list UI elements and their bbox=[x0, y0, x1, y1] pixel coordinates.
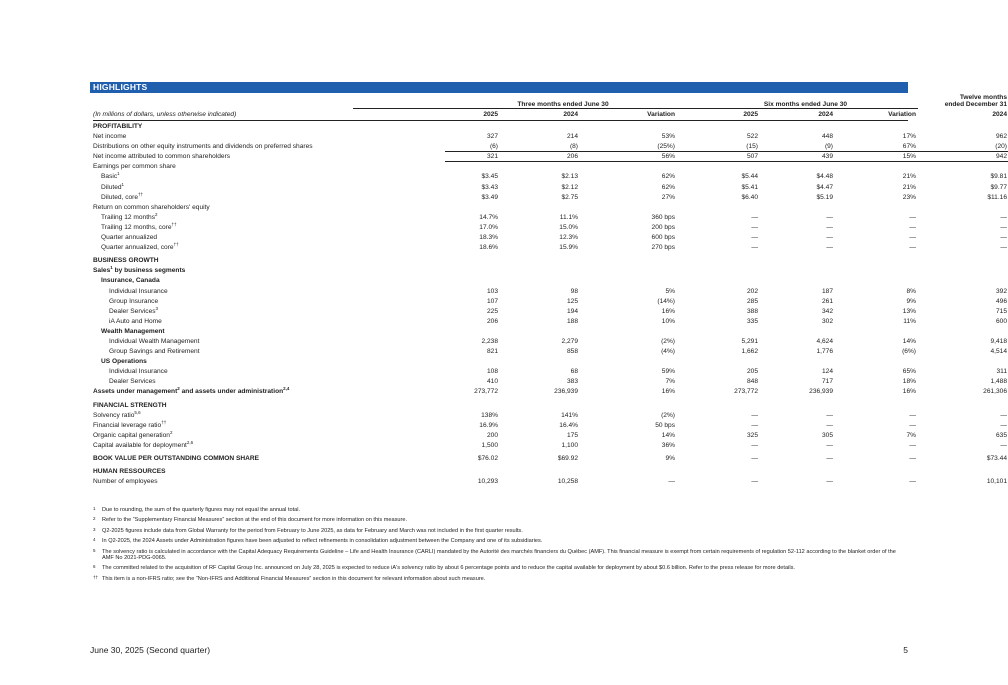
row-label: Capital available for deployment$^{2,6}$ bbox=[93, 439, 194, 449]
row-label: Trailing 12 months, core†† bbox=[101, 221, 177, 231]
table-cell: 16.9% bbox=[479, 421, 498, 429]
row-label: Diluted$^1$ bbox=[101, 181, 125, 191]
table-cell: 15.9% bbox=[559, 244, 578, 252]
table-cell: 942 bbox=[995, 153, 1007, 161]
table-cell: 67% bbox=[902, 143, 916, 151]
table-cell: 188 bbox=[566, 317, 578, 325]
table-cell: 236,939 bbox=[809, 388, 833, 396]
section-heading bbox=[93, 122, 908, 132]
table-cell: — bbox=[909, 478, 916, 486]
col-header: 2025 bbox=[743, 111, 758, 118]
table-cell: 23% bbox=[902, 193, 916, 201]
table-cell: $4.47 bbox=[816, 183, 833, 191]
table-cell: — bbox=[826, 478, 833, 486]
table-cell: 10,293 bbox=[477, 478, 498, 486]
row-label: Earnings per common share bbox=[93, 163, 176, 171]
table-cell: 9,418 bbox=[990, 337, 1007, 345]
table-cell: 285 bbox=[746, 297, 758, 305]
table-cell: 600 bbox=[995, 317, 1007, 325]
table-cell: 1,662 bbox=[741, 348, 758, 356]
table-cell: — bbox=[909, 411, 916, 419]
table-row bbox=[93, 171, 1007, 182]
table-cell: 53% bbox=[661, 133, 675, 141]
row-label: Insurance, Canada bbox=[101, 277, 160, 285]
table-cell: 448 bbox=[821, 133, 833, 141]
table-cell: 410 bbox=[486, 378, 498, 386]
table-cell: 342 bbox=[821, 307, 833, 315]
table-row bbox=[93, 233, 1007, 243]
table-row bbox=[93, 377, 1007, 387]
table-cell: 302 bbox=[821, 317, 833, 325]
table-cell: — bbox=[751, 478, 758, 486]
twelve-months-header-1: Twelve months bbox=[959, 94, 1007, 101]
col-header: Variation bbox=[647, 111, 675, 118]
footnote-marker: 5 bbox=[93, 547, 96, 553]
table-cell: (15) bbox=[746, 143, 758, 151]
table-cell: 56% bbox=[661, 153, 675, 161]
table-cell: $5.41 bbox=[741, 183, 758, 191]
table-cell: 360 bps bbox=[651, 213, 675, 221]
table-cell: — bbox=[1000, 223, 1007, 231]
table-cell: — bbox=[826, 234, 833, 242]
table-cell: (20) bbox=[995, 143, 1007, 151]
table-cell: $2.75 bbox=[561, 193, 578, 201]
table-row bbox=[93, 287, 1007, 297]
row-label: Sales$^1$ by business segments bbox=[93, 265, 186, 275]
table-cell: (25%) bbox=[657, 143, 675, 151]
table-cell: 2,238 bbox=[481, 337, 498, 345]
table-cell: — bbox=[826, 421, 833, 429]
table-cell: 821 bbox=[486, 348, 498, 356]
table-cell: 108 bbox=[486, 368, 498, 376]
table-cell: 7% bbox=[906, 431, 916, 439]
table-cell: 10,101 bbox=[986, 478, 1007, 486]
table-row bbox=[93, 181, 1007, 193]
table-cell: 5% bbox=[665, 287, 675, 295]
col-header: 2025 bbox=[483, 111, 498, 118]
table-cell: $9.77 bbox=[990, 183, 1007, 191]
table-cell: 10,258 bbox=[557, 478, 578, 486]
table-cell: $2.12 bbox=[561, 183, 578, 191]
table-cell: 717 bbox=[821, 378, 833, 386]
table-cell: $3.45 bbox=[481, 173, 498, 181]
table-cell: 1,776 bbox=[816, 348, 833, 356]
table-cell: 206 bbox=[486, 317, 498, 325]
footnote bbox=[93, 565, 903, 571]
table-cell: 439 bbox=[821, 153, 833, 161]
table-cell: 200 bps bbox=[651, 223, 675, 231]
table-cell: 62% bbox=[661, 173, 675, 181]
table-cell: (8) bbox=[569, 143, 578, 151]
col-header: 2024 bbox=[992, 111, 1007, 118]
table-cell: $6.40 bbox=[741, 193, 758, 201]
table-cell: 225 bbox=[486, 307, 498, 315]
units-note: (In millions of dollars, unless otherwise indicated) bbox=[93, 111, 237, 118]
table-cell: 4,624 bbox=[816, 337, 833, 345]
footnote bbox=[93, 576, 903, 582]
table-cell: 14.7% bbox=[479, 213, 498, 221]
table-cell: 187 bbox=[821, 287, 833, 295]
table-cell: 62% bbox=[661, 183, 675, 191]
table-cell: — bbox=[1000, 421, 1007, 429]
table-cell: — bbox=[1000, 244, 1007, 252]
footnote-marker: 2 bbox=[93, 516, 96, 522]
table-cell: — bbox=[1000, 213, 1007, 221]
table-cell: 261 bbox=[821, 297, 833, 305]
table-cell: — bbox=[751, 223, 758, 231]
footnote bbox=[93, 528, 903, 534]
table-cell: 16% bbox=[661, 388, 675, 396]
footnote bbox=[93, 507, 903, 513]
table-cell: — bbox=[909, 244, 916, 252]
row-label: HUMAN RESSOURCES bbox=[93, 468, 166, 476]
footnote-text: The solvency ratio is calculated in accordance with the Capital Adequacy Requirements Guideline – Life and Health Insurance (CARLI) mandated by the Autorité des marchés financiers du Québec (AMF). This financial measure is exempt from certain requirements of regulation 52-112 according to the blanket order of the AMF No 2021-PDG-0065. bbox=[102, 548, 896, 562]
footnote-text: Due to rounding, the sum of the quarterly figures may not equal the annual total. bbox=[102, 507, 301, 513]
row-label: FINANCIAL STRENGTH bbox=[93, 401, 167, 409]
table-cell: 14% bbox=[902, 337, 916, 345]
table-cell: 715 bbox=[995, 307, 1007, 315]
row-label: Solvency ratio$^{5,6}$ bbox=[93, 409, 141, 419]
col-header: 2024 bbox=[563, 111, 578, 118]
table-cell: 236,939 bbox=[554, 388, 578, 396]
table-cell: — bbox=[751, 441, 758, 449]
twelve-months-header-2: ended December 31 bbox=[944, 101, 1007, 108]
table-cell: — bbox=[1000, 441, 1007, 449]
row-label: Diluted, core†† bbox=[101, 191, 144, 201]
table-row bbox=[93, 367, 1007, 377]
table-cell: — bbox=[751, 455, 758, 462]
footnote-text: This item is a non-IFRS ratio; see the “Non-IFRS and Additional Financial Measures” section in this document for relevant information about such measure. bbox=[102, 575, 486, 582]
table-cell: $2.13 bbox=[561, 173, 578, 181]
table-cell: 11% bbox=[903, 317, 916, 325]
table-cell: 321 bbox=[486, 153, 498, 161]
table-cell: 392 bbox=[995, 287, 1007, 295]
table-cell: 600 bps bbox=[651, 234, 675, 242]
row-label: Number of employees bbox=[93, 478, 158, 486]
table-row bbox=[93, 211, 1007, 223]
table-cell: 141% bbox=[561, 411, 578, 419]
table-cell: 522 bbox=[746, 133, 758, 141]
row-label: US Operations bbox=[101, 358, 147, 366]
table-row bbox=[93, 439, 1007, 451]
table-cell: 14% bbox=[661, 431, 675, 439]
table-cell: 68 bbox=[570, 368, 578, 376]
row-label: Assets under management$^2$ and assets under administration$^{2,4}$ bbox=[93, 386, 290, 396]
table-cell: $11.16 bbox=[987, 193, 1007, 201]
table-cell: 496 bbox=[995, 297, 1007, 305]
table-cell: 10% bbox=[661, 317, 675, 325]
table-row bbox=[93, 241, 1007, 253]
row-label: Distributions on other equity instruments and dividends on preferred shares bbox=[93, 143, 313, 151]
six-months-rule bbox=[593, 108, 918, 109]
three-months-header: Three months ended June 30 bbox=[517, 101, 609, 108]
table-cell: 65% bbox=[902, 368, 916, 376]
table-cell: 335 bbox=[746, 317, 758, 325]
table-cell: 103 bbox=[486, 287, 498, 295]
row-label: Individual Insurance bbox=[109, 287, 168, 295]
footnote-text: In Q2-2025, the 2024 Assets under Administration figures have been adjusted to reflect refinements in consolidation adjustment between the Company and one of its subsidiaries. bbox=[102, 538, 543, 545]
table-cell: 21% bbox=[902, 183, 916, 191]
table-cell: — bbox=[751, 421, 758, 429]
table-body bbox=[93, 122, 1007, 487]
table-row bbox=[93, 142, 1007, 152]
row-label: Dealer Services$^3$ bbox=[109, 305, 159, 315]
footnote-marker: 1 bbox=[93, 506, 96, 511]
table-row bbox=[93, 419, 1007, 431]
section-heading bbox=[93, 401, 908, 411]
table-cell: — bbox=[909, 213, 916, 221]
row-label: iA Auto and Home bbox=[109, 317, 162, 325]
table-cell: 124 bbox=[821, 368, 833, 376]
table-cell: 261,306 bbox=[983, 388, 1007, 396]
table-cell: 13% bbox=[902, 307, 916, 315]
table-cell: 327 bbox=[486, 133, 498, 141]
table-cell: — bbox=[1000, 234, 1007, 242]
table-cell: 21% bbox=[902, 173, 916, 181]
row-label: Organic capital generation$^2$ bbox=[93, 429, 173, 439]
table-header bbox=[93, 94, 1007, 122]
table-cell: 16% bbox=[902, 388, 916, 396]
table-cell: 311 bbox=[996, 368, 1007, 376]
table-row bbox=[93, 409, 1007, 421]
table-cell: 1,488 bbox=[990, 378, 1007, 386]
footnote-text: The committed related to the acquisition of RF Capital Group Inc. announced on July 28, 2025 is expected to reduce iA's solvency ratio by about 6 percentage points and to reduce the capital available for deployment by about $0.6 billion. Refer to the press release for more details. bbox=[102, 565, 795, 572]
table-row bbox=[93, 132, 1007, 142]
table-cell: 17.0% bbox=[479, 223, 498, 231]
table-cell: 214 bbox=[566, 133, 578, 141]
table-cell: 2,279 bbox=[561, 337, 578, 345]
table-cell: 194 bbox=[566, 307, 578, 315]
table-cell: 507 bbox=[746, 153, 758, 161]
table-cell: — bbox=[909, 441, 916, 449]
table-cell: — bbox=[1000, 411, 1007, 419]
footnote-text: Q2-2025 figures include data from Global Warranty for the period from February to June 2025, as data for February and March was not included in the first quarter results. bbox=[102, 527, 523, 534]
table-cell: — bbox=[909, 421, 916, 429]
footnote-marker: 3 bbox=[93, 526, 96, 532]
col-header: 2024 bbox=[818, 111, 833, 118]
table-cell: 1,100 bbox=[561, 441, 578, 449]
table-cell: 858 bbox=[566, 348, 578, 356]
table-cell: 125 bbox=[566, 297, 578, 305]
table-cell: 27% bbox=[661, 193, 675, 201]
table-cell: 205 bbox=[746, 368, 758, 376]
table-cell: 17% bbox=[902, 133, 916, 141]
footnote bbox=[93, 549, 903, 562]
table-cell: 175 bbox=[566, 431, 578, 439]
row-label: Group Insurance bbox=[109, 297, 159, 305]
footnote-marker: †† bbox=[93, 574, 99, 580]
row-label: Return on common shareholders' equity bbox=[93, 203, 210, 211]
table-row bbox=[93, 152, 1007, 162]
table-cell: 8% bbox=[906, 287, 916, 295]
table-cell: 4,514 bbox=[990, 348, 1007, 356]
table-cell: 15% bbox=[902, 153, 916, 161]
table-cell: $5.19 bbox=[816, 193, 833, 201]
table-row bbox=[93, 297, 1007, 307]
table-cell: 16% bbox=[661, 307, 675, 315]
section-heading bbox=[93, 266, 908, 276]
table-cell: 635 bbox=[995, 431, 1007, 439]
table-cell: 18.6% bbox=[479, 244, 498, 252]
table-cell: 388 bbox=[746, 307, 758, 315]
section-heading bbox=[93, 327, 908, 337]
table-cell: $9.81 bbox=[990, 173, 1007, 181]
row-label: Trailing 12 months$^2$ bbox=[101, 211, 158, 221]
table-cell: 9% bbox=[665, 455, 675, 462]
table-cell: 848 bbox=[746, 378, 758, 386]
row-label: Net income attributed to common shareholders bbox=[93, 153, 231, 161]
table-cell: 202 bbox=[746, 287, 758, 295]
table-cell: (4%) bbox=[661, 348, 675, 356]
table-row bbox=[93, 347, 1007, 357]
table-cell: — bbox=[826, 213, 833, 221]
table-cell: $3.43 bbox=[481, 183, 498, 191]
table-cell: — bbox=[826, 411, 833, 419]
row-label: Financial leverage ratio†† bbox=[93, 419, 167, 429]
table-cell: 98 bbox=[570, 287, 578, 295]
table-cell: 1,500 bbox=[481, 441, 498, 449]
row-label: PROFITABILITY bbox=[93, 123, 143, 130]
table-cell: 15.0% bbox=[559, 223, 578, 231]
row-label: BUSINESS GROWTH bbox=[93, 257, 159, 265]
table-cell: — bbox=[751, 213, 758, 221]
section-heading bbox=[93, 467, 908, 477]
table-cell: — bbox=[826, 244, 833, 252]
table-cell: 305 bbox=[821, 431, 833, 439]
table-cell: 273,772 bbox=[734, 388, 758, 396]
table-cell: 383 bbox=[566, 378, 578, 386]
table-cell: 18% bbox=[902, 378, 916, 386]
table-cell: — bbox=[826, 455, 833, 462]
table-row bbox=[93, 317, 1007, 327]
table-cell: — bbox=[909, 234, 916, 242]
table-cell: 273,772 bbox=[474, 388, 498, 396]
table-row bbox=[93, 477, 1007, 487]
table-cell: (6) bbox=[489, 143, 498, 151]
row-label: Net income bbox=[93, 133, 127, 141]
table-cell: $69.92 bbox=[557, 455, 578, 462]
header-rule bbox=[93, 120, 908, 121]
highlights-banner: HIGHLIGHTS bbox=[90, 82, 908, 93]
table-row bbox=[93, 221, 1007, 233]
row-label: BOOK VALUE PER OUTSTANDING COMMON SHARE bbox=[93, 455, 260, 462]
section-heading bbox=[93, 256, 908, 266]
table-row bbox=[93, 337, 1007, 347]
table-cell: 16.4% bbox=[559, 421, 578, 429]
row-label: Quarter annualized bbox=[101, 234, 158, 242]
table-cell: 206 bbox=[566, 153, 578, 161]
row-label: Group Savings and Retirement bbox=[109, 348, 200, 356]
row-label: Individual Insurance bbox=[109, 368, 168, 376]
table-cell: $5.44 bbox=[741, 173, 758, 181]
table-cell: (14%) bbox=[657, 297, 675, 305]
row-label: Dealer Services bbox=[109, 378, 156, 386]
footnote bbox=[93, 517, 903, 523]
table-cell: 18.3% bbox=[479, 234, 498, 242]
table-cell: 36% bbox=[661, 441, 675, 449]
table-cell: 138% bbox=[481, 411, 498, 419]
row-label: Individual Wealth Management bbox=[109, 337, 200, 345]
footnote-marker: 4 bbox=[93, 537, 96, 543]
table-cell: — bbox=[909, 223, 916, 231]
table-cell: 7% bbox=[665, 378, 675, 386]
table-cell: 50 bps bbox=[655, 421, 675, 429]
table-cell: 107 bbox=[486, 297, 498, 305]
row-label: Basic$^1$ bbox=[101, 171, 120, 181]
table-cell: 962 bbox=[995, 133, 1007, 141]
page-number: 5 bbox=[903, 645, 908, 655]
row-label: Wealth Management bbox=[101, 327, 165, 335]
table-row bbox=[93, 191, 1007, 203]
footnote-text: Refer to the “Supplementary Financial Measures” section at the end of this document for more information on this measure. bbox=[102, 517, 408, 524]
row-label: Quarter annualized, core†† bbox=[101, 241, 179, 252]
highlights-table bbox=[93, 94, 1007, 487]
page-footer-date: June 30, 2025 (Second quarter) bbox=[90, 645, 211, 655]
table-cell: (6%) bbox=[902, 348, 916, 356]
table-cell: 9% bbox=[906, 297, 916, 305]
table-cell: 12.3% bbox=[559, 234, 578, 242]
section-heading bbox=[93, 357, 908, 367]
footnotes bbox=[93, 507, 903, 586]
table-cell: (9) bbox=[824, 143, 833, 151]
col-header: Variation bbox=[888, 111, 916, 118]
table-cell: — bbox=[668, 478, 675, 486]
section-heading bbox=[93, 276, 908, 286]
table-cell: — bbox=[826, 441, 833, 449]
table-cell: 270 bps bbox=[651, 244, 675, 252]
table-row bbox=[93, 305, 1007, 317]
table-cell: 5,291 bbox=[741, 337, 758, 345]
table-cell: $76.02 bbox=[477, 455, 498, 462]
table-row bbox=[93, 454, 1007, 464]
table-row bbox=[93, 203, 908, 213]
table-cell: 200 bbox=[486, 431, 498, 439]
table-row bbox=[93, 162, 908, 172]
table-cell: (2%) bbox=[661, 411, 675, 419]
table-cell: 59% bbox=[661, 368, 675, 376]
table-cell: (2%) bbox=[661, 337, 675, 345]
table-cell: $3.49 bbox=[481, 193, 498, 201]
table-cell: — bbox=[751, 244, 758, 252]
table-row bbox=[93, 386, 1007, 397]
six-months-header: Six months ended June 30 bbox=[763, 101, 848, 108]
table-cell: $73.44 bbox=[986, 455, 1007, 462]
table-cell: — bbox=[751, 234, 758, 242]
footnote-marker: 6 bbox=[93, 564, 96, 570]
table-cell: — bbox=[909, 455, 916, 462]
table-cell: $4.48 bbox=[816, 173, 833, 181]
table-cell: 11.1% bbox=[559, 213, 578, 221]
footnote bbox=[93, 538, 903, 544]
table-row bbox=[93, 429, 1007, 441]
table-cell: — bbox=[751, 411, 758, 419]
table-cell: — bbox=[826, 223, 833, 231]
table-cell: 325 bbox=[746, 431, 758, 439]
